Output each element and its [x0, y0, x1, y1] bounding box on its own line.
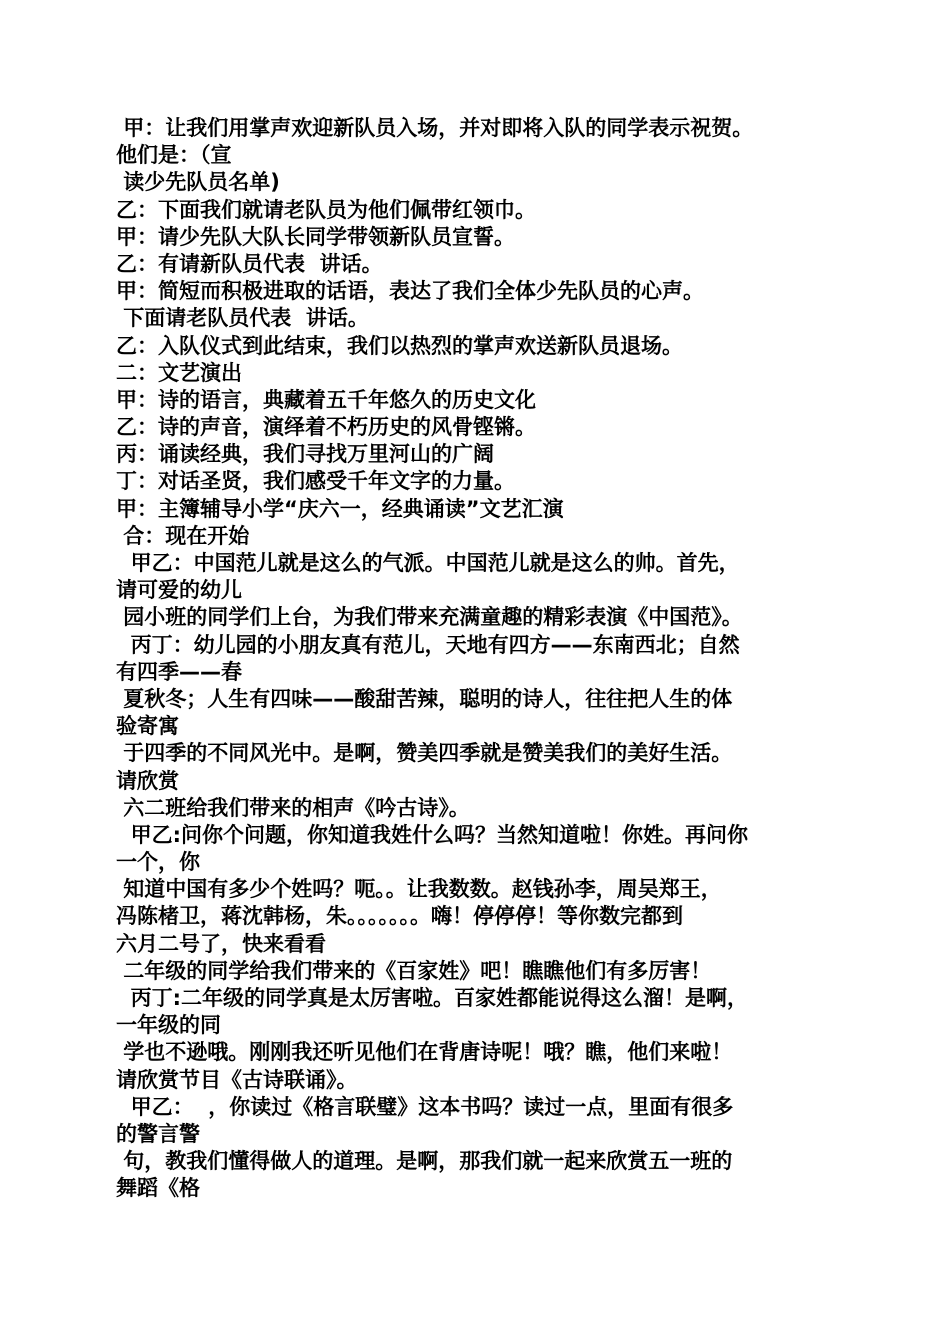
section-heading: 二：文艺演出 [116, 360, 242, 385]
text-line: 请欣赏 [116, 768, 179, 793]
text-line: 甲：简短而积极进取的话语，表达了我们全体少先队员的心声。 [116, 279, 704, 304]
text-line: 六二班给我们带来的相声《吟古诗》。 [116, 795, 470, 820]
text-line: 甲：请少先队大队长同学带领新队员宣誓。 [116, 224, 515, 249]
text-line: 学也不逊哦。刚刚我还听见他们在背唐诗呢！哦？瞧，他们来啦！ [116, 1040, 733, 1065]
text-line: 夏秋冬；人生有四味——酸甜苦辣，聪明的诗人，往往把人生的体 [116, 686, 733, 711]
text-line: 有四季——春 [116, 659, 242, 684]
text-line: 舞蹈《格 [116, 1176, 200, 1201]
text-line: 的警言警 [116, 1121, 200, 1146]
text-line: 下面请老队员代表 讲话。 [116, 306, 369, 331]
text-line: 合：现在开始 [116, 523, 250, 548]
text-line: 甲乙:问你个问题，你知道我姓什么吗？当然知道啦！你姓。再问你 [116, 822, 749, 847]
text-line: 甲乙： ，你读过《格言联璧》这本书吗？读过一点，里面有很多 [116, 1094, 734, 1119]
text-line: 一年级的同 [116, 1013, 221, 1038]
text-line: 请欣赏节目《古诗联诵》。 [116, 1067, 358, 1092]
text-line: 丙丁：幼儿园的小朋友真有范儿，天地有四方——东南西北；自然 [116, 632, 740, 657]
text-line: 六月二号了，快来看看 [116, 931, 326, 956]
text-line: 丙丁:二年级的同学真是太厉害啦。百家姓都能说得这么溜！是啊， [116, 986, 749, 1010]
text-line: 知道中国有多少个姓吗？呃。。让我数数。赵钱孙李，周吴郑王， [116, 877, 722, 902]
text-line: 二年级的同学给我们带来的《百家姓》吧！瞧瞧他们有多厉害！ [116, 958, 712, 983]
text-line: 请可爱的幼儿 [116, 578, 242, 603]
text-line: 乙：有请新队员代表 讲话。 [116, 251, 383, 276]
text-line: 甲：诗的语言，典藏着五千年悠久的历史文化 [116, 387, 536, 412]
text-line: 乙：诗的声音，演绎着不朽历史的风骨铿锵。 [116, 415, 536, 440]
text-line: 读少先队员名单) [116, 170, 280, 195]
text-line: 乙：下面我们就请老队员为他们佩带红领巾。 [116, 197, 536, 222]
text-line: 句，教我们懂得做人的道理。是啊，那我们就一起来欣赏五一班的 [116, 1149, 733, 1174]
text-line: 冯陈楮卫，蒋沈韩杨，朱。。。。。。。嗨！停停停！等你数完都到 [116, 904, 683, 929]
text-line: 丙：诵读经典，我们寻找万里河山的广阔 [116, 442, 494, 467]
text-line: 甲：主簿辅导小学“庆六一，经典诵读”文艺汇演 [116, 496, 564, 521]
text-line: 甲乙：中国范儿就是这么的气派。中国范儿就是这么的帅。首先， [116, 551, 740, 575]
text-line: 他们是：（宣 [116, 143, 232, 168]
text-line: 丁：对话圣贤，我们感受千年文字的力量。 [116, 469, 515, 494]
text-line: 一个，你 [116, 850, 200, 875]
text-line: 甲：让我们用掌声欢迎新队员入场，并对即将入队的同学表示祝贺。 [116, 116, 754, 140]
text-line: 验寄寓 [116, 714, 179, 739]
text-line: 于四季的不同风光中。是啊，赞美四季就是赞美我们的美好生活。 [116, 741, 733, 766]
document-body [116, 115, 846, 1203]
text-line: 园小班的同学们上台，为我们带来充满童趣的精彩表演《中国范》。 [116, 605, 743, 630]
text-line: 乙：入队仪式到此结束，我们以热烈的掌声欢送新队员退场。 [116, 333, 683, 358]
